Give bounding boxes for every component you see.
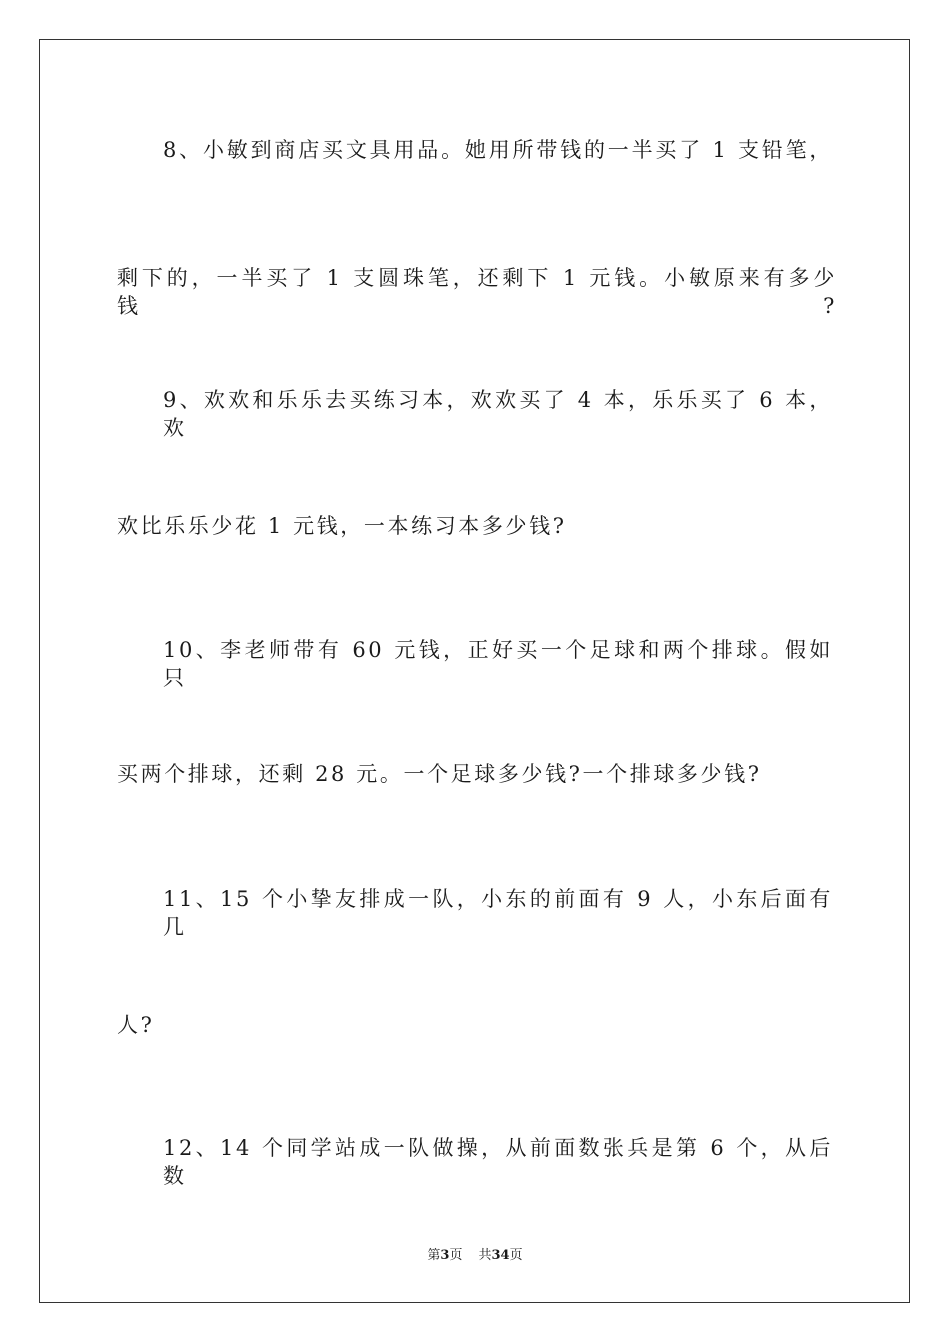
question-12-line-1: 12、14 个同学站成一队做操，从前面数张兵是第 6 个，从后数 [163,1136,833,1188]
question-9-line-2: 欢比乐乐少花 1 元钱，一本练习本多少钱? [117,514,567,538]
total-pages: 34 [491,1248,510,1263]
question-11-line-1: 11、15 个小挚友排成一队，小东的前面有 9 人，小东后面有几 [163,887,833,939]
question-10-line-1: 10、李老师带有 60 元钱，正好买一个足球和两个排球。假如只 [163,638,833,690]
page-number: 3 [440,1248,450,1263]
question-10-line-2: 买两个排球，还剩 28 元。一个足球多少钱?一个排球多少钱? [117,762,762,786]
page-footer [0,1247,950,1265]
total-label-prefix: 共 [478,1248,492,1263]
question-8-line-2: 剩下的，一半买了 1 支圆珠笔，还剩下 1 元钱。小敏原来有多少钱? [117,266,837,318]
question-9-line-1: 9、欢欢和乐乐去买练习本，欢欢买了 4 本，乐乐买了 6 本，欢 [163,388,833,440]
question-8-line-1: 8、小敏到商店买文具用品。她用所带钱的一半买了 1 支铅笔， [163,138,833,162]
page-label-prefix: 第 [427,1248,441,1263]
question-11-line-2: 人? [117,1013,155,1037]
total-label-suffix: 页 [509,1248,523,1263]
page-label-suffix: 页 [449,1248,463,1263]
